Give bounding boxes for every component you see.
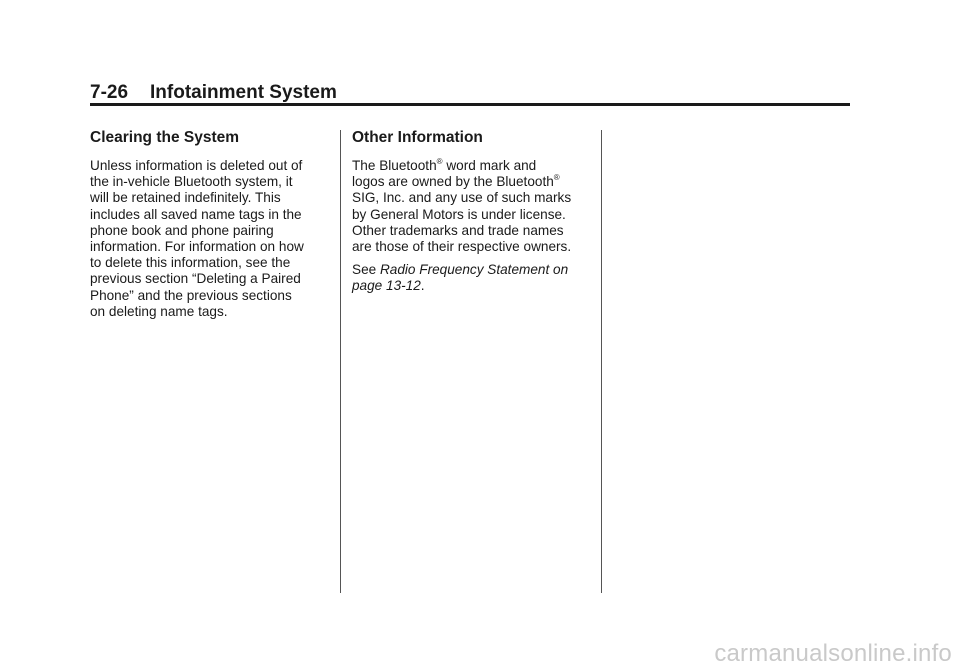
page-number: 7-26 [90, 82, 129, 103]
header-text [90, 82, 850, 104]
registered-mark: ® [436, 157, 443, 166]
section-title-other-information: Other Information [352, 129, 483, 146]
text-line [352, 262, 590, 278]
text-line: Unless information is deleted out of [90, 158, 303, 173]
right-column [352, 128, 590, 302]
text-line: Phone” and the previous sections [90, 287, 292, 303]
page-header [90, 82, 850, 104]
text-line: are those of their respective owners. [352, 239, 572, 255]
text-line: Other trademarks and trade names [352, 222, 564, 238]
text-line: information. For information on how [90, 239, 304, 255]
text-line: phone book and phone pairing [90, 222, 274, 238]
registered-mark: ® [553, 173, 560, 183]
see-text: See [352, 262, 380, 278]
section-title-clearing: Clearing the System [90, 129, 240, 146]
trademark-paragraph [352, 158, 590, 255]
text-line: on deleting name tags. [90, 303, 228, 319]
text-line: SIG, Inc. and any use of such marks [352, 190, 572, 206]
chapter-title: Infotainment System [150, 82, 337, 103]
cross-reference-link[interactable]: Radio Frequency Statement on [379, 262, 569, 278]
cross-reference-page[interactable]: page 13-12 [352, 278, 421, 294]
clearing-paragraph [90, 158, 328, 320]
text-line: the in-vehicle Bluetooth system, it [90, 174, 293, 190]
text-line: will be retained indefinitely. This [90, 190, 281, 206]
text-fragment: word mark and [442, 158, 537, 173]
text-line: previous section “Deleting a Paired [90, 271, 301, 287]
text-fragment: The Bluetooth [352, 158, 437, 173]
text-fragment: logos are owned by the Bluetooth [352, 174, 554, 190]
text-line: by General Motors is under license. [352, 206, 566, 222]
text-line: includes all saved name tags in the [90, 206, 302, 222]
column-divider-left [340, 130, 341, 593]
text-line [352, 158, 590, 174]
left-column [90, 128, 328, 327]
column-divider-right [601, 130, 602, 593]
reference-paragraph [352, 262, 590, 294]
text-line: to delete this information, see the [90, 255, 291, 271]
header-rule [90, 103, 850, 106]
period: . [420, 278, 425, 294]
text-line [352, 278, 590, 294]
text-line [352, 174, 590, 190]
watermark: carmanualsonline.info [714, 640, 952, 667]
